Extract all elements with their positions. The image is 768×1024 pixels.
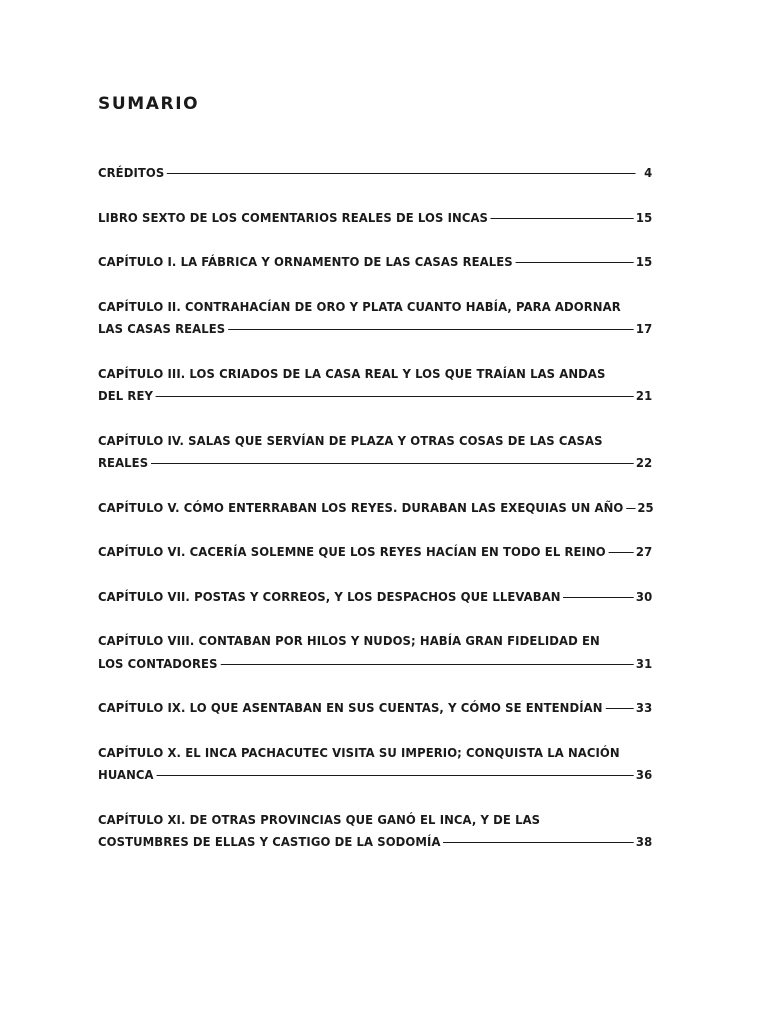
- toc-entry: [98, 742, 652, 787]
- toc-leader-line: [609, 551, 634, 553]
- toc-leader-line: [491, 217, 634, 219]
- toc-entry: [98, 630, 652, 675]
- toc-entry-title: CAPÍTULO VII. POSTAS Y CORREOS, Y LOS DESPACHOS QUE LLEVABAN: [98, 588, 561, 604]
- toc-page-number: 17: [635, 321, 653, 336]
- toc-leader-line: [151, 462, 634, 464]
- toc-entry-title: COSTUMBRES DE ELLAS Y CASTIGO DE LA SODOMÍA: [98, 834, 441, 849]
- toc-entry-title: CAPÍTULO IV. SALAS QUE SERVÍAN DE PLAZA Y OTRAS COSAS DE LAS CASAS: [98, 432, 603, 448]
- toc-page-number: 27: [635, 544, 653, 559]
- page-title: SUMARIO: [98, 94, 200, 114]
- toc-entry: [98, 430, 652, 475]
- toc-entry-title: DEL REY: [98, 388, 154, 403]
- toc-entry: [98, 207, 652, 230]
- toc-entry-line: [98, 162, 652, 185]
- toc-entry-line: [98, 653, 652, 676]
- toc-entry-line: [98, 630, 652, 653]
- toc-entry-title: CRÉDITOS: [98, 165, 165, 180]
- toc-entry-line: [98, 251, 652, 274]
- toc-page-number: 31: [635, 655, 653, 671]
- toc-entry: [98, 697, 652, 720]
- toc-entry-title: CAPÍTULO XI. DE OTRAS PROVINCIAS QUE GANÓ EL INCA, Y DE LAS: [98, 811, 541, 827]
- toc-leader-line: [516, 261, 634, 263]
- toc-page-number: 33: [635, 700, 653, 715]
- toc-entry-line: [98, 318, 652, 341]
- toc-entry: [98, 296, 652, 341]
- toc-page-number: 15: [635, 254, 653, 269]
- toc-entry-line: [98, 452, 652, 475]
- toc-entry: [98, 363, 652, 408]
- toc-entry-line: [98, 363, 652, 386]
- toc-entry-line: [98, 586, 652, 609]
- toc-leader-line: [605, 707, 634, 709]
- toc-leader-line: [156, 395, 634, 397]
- toc-entry: [98, 162, 652, 185]
- toc-leader-line: [563, 596, 634, 598]
- toc-page-number: 36: [635, 767, 653, 782]
- toc-entry-title: LIBRO SEXTO DE LOS COMENTARIOS REALES DE LOS INCAS: [98, 209, 489, 225]
- toc-page-number: 4: [644, 165, 653, 180]
- toc-entry-line: [98, 809, 652, 832]
- toc-entry-line: [98, 430, 652, 453]
- table-of-contents: [98, 162, 652, 876]
- toc-entry-line: [98, 207, 652, 230]
- toc-page-number: 22: [635, 455, 653, 470]
- toc-leader-line: [156, 774, 634, 776]
- toc-page-number: 25: [637, 499, 654, 515]
- toc-leader-line: [220, 663, 634, 665]
- toc-entry: [98, 497, 652, 520]
- toc-entry-title: CAPÍTULO I. LA FÁBRICA Y ORNAMENTO DE LAS CASAS REALES: [98, 254, 513, 269]
- toc-entry-title: REALES: [98, 455, 149, 470]
- toc-leader-line: [228, 328, 634, 330]
- toc-entry: [98, 809, 652, 854]
- toc-page-number: 15: [635, 209, 653, 225]
- toc-entry-title: HUANCA: [98, 767, 154, 782]
- toc-entry-title: CAPÍTULO VI. CACERÍA SOLEMNE QUE LOS REYES HACÍAN EN TODO EL REINO: [98, 544, 606, 559]
- toc-entry-line: [98, 296, 652, 319]
- toc-entry: [98, 541, 652, 564]
- toc-entry-title: CAPÍTULO X. EL INCA PACHACUTEC VISITA SU IMPERIO; CONQUISTA LA NACIÓN: [98, 744, 620, 760]
- toc-page-number: 38: [635, 834, 653, 849]
- toc-entry-title: CAPÍTULO IX. LO QUE ASENTABAN EN SUS CUENTAS, Y CÓMO SE ENTENDÍAN: [98, 700, 603, 715]
- toc-entry-line: [98, 541, 652, 564]
- toc-entry-line: [98, 697, 652, 720]
- toc-entry-title: CAPÍTULO VIII. CONTABAN POR HILOS Y NUDOS; HABÍA GRAN FIDELIDAD EN: [98, 633, 600, 648]
- toc-entry: [98, 586, 652, 609]
- toc-leader-line: [167, 172, 635, 174]
- toc-entry-line: [98, 385, 652, 408]
- toc-entry-title: CAPÍTULO III. LOS CRIADOS DE LA CASA REAL Y LOS QUE TRAÍAN LAS ANDAS: [98, 365, 606, 381]
- toc-entry-title: LOS CONTADORES: [98, 655, 218, 671]
- toc-entry-line: [98, 764, 652, 787]
- toc-entry-line: [98, 497, 652, 520]
- toc-entry-line: [98, 831, 652, 854]
- toc-entry: [98, 251, 652, 274]
- toc-leader-line: [443, 841, 634, 843]
- toc-entry-line: [98, 742, 652, 765]
- toc-entry-title: CAPÍTULO II. CONTRAHACÍAN DE ORO Y PLATA CUANTO HABÍA, PARA ADORNAR: [98, 298, 621, 314]
- toc-leader-line: [626, 507, 635, 509]
- toc-entry-title: LAS CASAS REALES: [98, 321, 226, 336]
- toc-page-number: 30: [635, 588, 653, 604]
- toc-page-number: 21: [635, 388, 653, 403]
- toc-entry-title: CAPÍTULO V. CÓMO ENTERRABAN LOS REYES. DURABAN LAS EXEQUIAS UN AÑO: [98, 499, 624, 515]
